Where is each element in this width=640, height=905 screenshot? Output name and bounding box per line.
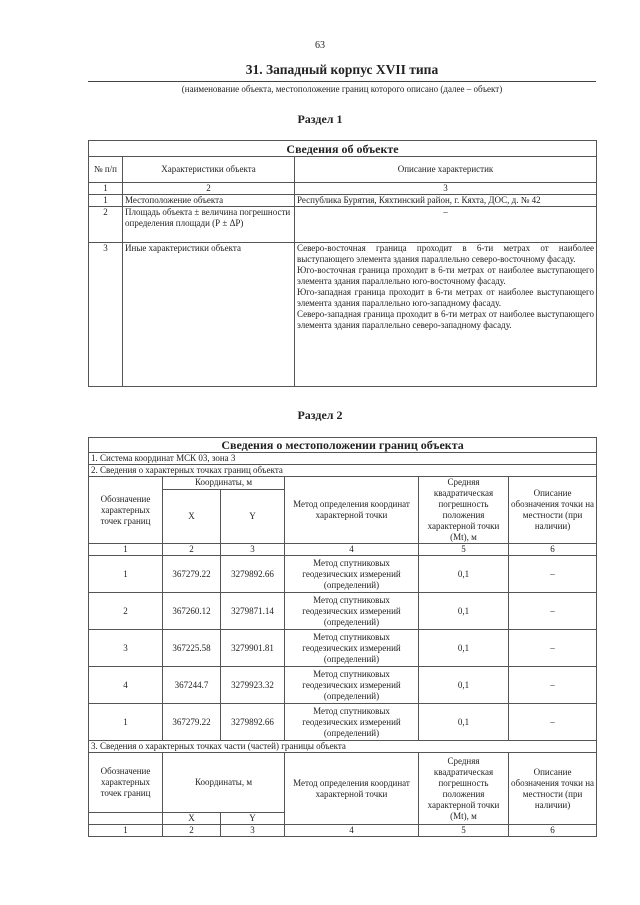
point-y: 3279892.66	[221, 704, 285, 741]
part-3-heading: 3. Сведения о характерных точках части (частей) границы объекта	[89, 741, 597, 753]
col-header-point: Обозначение характерных точек границ	[89, 477, 163, 544]
index-cell: 6	[509, 825, 597, 837]
page-subtitle: (наименование объекта, местоположение границ которого описано (далее – объект)	[181, 84, 503, 94]
point-method: Метод спутниковых геодезических измерений (определений)	[285, 667, 419, 704]
page-title: 31. Западный корпус XVII типа	[245, 62, 439, 77]
table-row	[89, 183, 597, 195]
col-header-num: № п/п	[89, 157, 123, 183]
point-x: 367260.12	[163, 593, 221, 630]
page-number: 63	[315, 40, 325, 51]
col-header-char: Характеристики объекта	[123, 157, 295, 183]
object-table-title: Сведения об объекте	[89, 141, 597, 157]
row-char: Местоположение объекта	[123, 195, 295, 207]
index-cell: 5	[419, 825, 509, 837]
index-cell: 2	[163, 825, 221, 837]
point-method: Метод спутниковых геодезических измерений (определений)	[285, 630, 419, 667]
point-method: Метод спутниковых геодезических измерений (определений)	[285, 704, 419, 741]
col-header-y: Y	[221, 813, 285, 825]
coordinate-system: 1. Система координат МСК 03, зона 3	[89, 453, 597, 465]
point-mt: 0,1	[419, 593, 509, 630]
table-row	[89, 544, 597, 556]
index-cell: 3	[295, 183, 597, 195]
index-cell: 2	[123, 183, 295, 195]
row-desc: –	[295, 207, 597, 243]
point-x: 367279.22	[163, 704, 221, 741]
table-row	[89, 593, 597, 630]
row-num: 3	[89, 243, 123, 387]
table-row	[89, 243, 597, 387]
table-row	[89, 195, 597, 207]
point-id: 2	[89, 593, 163, 630]
section-1-label: Раздел 1	[297, 112, 343, 126]
index-cell: 3	[221, 544, 285, 556]
col-header-desc: Описание обозначения точки на местности (при наличии)	[509, 477, 597, 544]
index-cell: 4	[285, 825, 419, 837]
row-char: Площадь объекта ± величина погрешности определения площади (Р ± ΔР)	[123, 207, 295, 243]
part-2-heading: 2. Сведения о характерных точках границ объекта	[89, 465, 597, 477]
index-cell: 6	[509, 544, 597, 556]
point-y: 3279871.14	[221, 593, 285, 630]
index-cell: 3	[221, 825, 285, 837]
object-info-table	[88, 140, 597, 387]
point-mt: 0,1	[419, 667, 509, 704]
row-desc	[295, 243, 597, 387]
boundary-se: Юго-восточная граница проходит в 6-ти метрах от наиболее выступающего элемента здания параллельно юго-восточному фасаду.	[297, 265, 595, 286]
section-2-label: Раздел 2	[297, 408, 343, 422]
row-char: Иные характеристики объекта	[123, 243, 295, 387]
point-mt: 0,1	[419, 704, 509, 741]
blank-cell	[89, 813, 163, 825]
table-row	[89, 704, 597, 741]
point-mt: 0,1	[419, 630, 509, 667]
point-desc: –	[509, 704, 597, 741]
col-header-method: Метод определения координат характерной точки	[285, 477, 419, 544]
col-header-point: Обозначение характерных точек границ	[89, 753, 163, 813]
col-header-error: Средняя квадратическая погрешность положения характерной точки (Mt), м	[419, 753, 509, 825]
table-row	[89, 207, 597, 243]
point-method: Метод спутниковых геодезических измерений (определений)	[285, 593, 419, 630]
row-num: 1	[89, 195, 123, 207]
point-mt: 0,1	[419, 556, 509, 593]
col-header-error: Средняя квадратическая погрешность положения характерной точки (Mt), м	[419, 477, 509, 544]
col-header-x: X	[163, 490, 221, 544]
table-row	[89, 630, 597, 667]
point-id: 1	[89, 556, 163, 593]
index-cell: 4	[285, 544, 419, 556]
point-desc: –	[509, 556, 597, 593]
index-cell: 5	[419, 544, 509, 556]
title-underline	[88, 81, 596, 82]
boundary-table-title: Сведения о местоположении границ объекта	[89, 438, 597, 453]
point-id: 1	[89, 704, 163, 741]
col-header-desc: Описание характеристик	[295, 157, 597, 183]
index-cell: 2	[163, 544, 221, 556]
boundary-sw: Юго-западная граница проходит в 6-ти метрах от наиболее выступающего элемента здания параллельно юго-западному фасаду.	[297, 287, 595, 308]
index-cell: 1	[89, 825, 163, 837]
table-row	[89, 825, 597, 837]
col-header-coords: Координаты, м	[163, 477, 285, 490]
point-y: 3279892.66	[221, 556, 285, 593]
boundary-ne: Северо-восточная граница проходит в 6-ти метрах от наиболее выступающего элемента здания параллельно северо-восточному фасаду.	[297, 243, 595, 264]
point-x: 367225.58	[163, 630, 221, 667]
index-cell: 1	[89, 183, 123, 195]
col-header-y: Y	[221, 490, 285, 544]
col-header-x: X	[163, 813, 221, 825]
col-header-coords: Координаты, м	[163, 753, 285, 813]
point-y: 3279923.32	[221, 667, 285, 704]
col-header-method: Метод определения координат характерной точки	[285, 753, 419, 825]
point-method: Метод спутниковых геодезических измерений (определений)	[285, 556, 419, 593]
boundary-points-table	[88, 437, 597, 837]
row-desc: Республика Бурятия, Кяхтинский район, г. Кяхта, ДОС, д. № 42	[295, 195, 597, 207]
point-x: 367279.22	[163, 556, 221, 593]
boundary-nw: Северо-западная граница проходит в 6-ти метрах от наиболее выступающего элемента здания параллельно северо-западному фасаду.	[297, 309, 595, 330]
table-row	[89, 556, 597, 593]
point-id: 3	[89, 630, 163, 667]
point-y: 3279901.81	[221, 630, 285, 667]
index-cell: 1	[89, 544, 163, 556]
point-id: 4	[89, 667, 163, 704]
row-num: 2	[89, 207, 123, 243]
point-desc: –	[509, 667, 597, 704]
point-desc: –	[509, 630, 597, 667]
point-desc: –	[509, 593, 597, 630]
point-x: 367244.7	[163, 667, 221, 704]
col-header-desc: Описание обозначения точки на местности (при наличии)	[509, 753, 597, 825]
table-row	[89, 667, 597, 704]
